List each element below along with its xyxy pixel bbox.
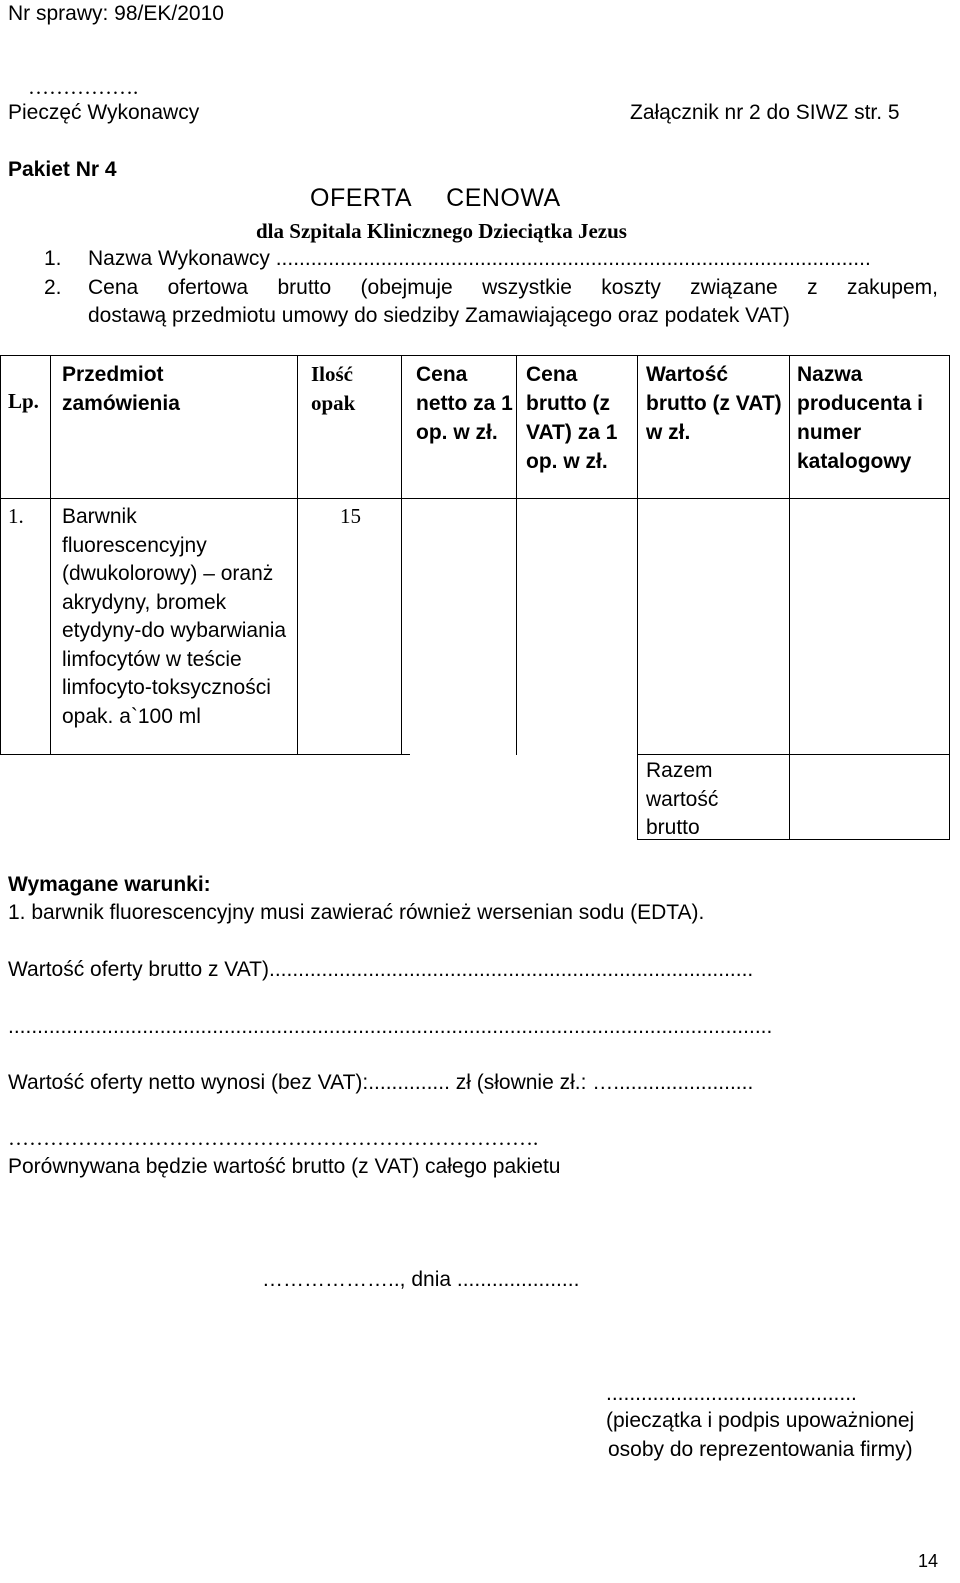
signature-line-2: osoby do reprezentowania firmy)	[608, 1438, 913, 1461]
page-subtitle: dla Szpitala Klinicznego Dzieciątka Jezus	[256, 219, 627, 243]
offer-net-line: Wartość oferty netto wynosi (bez VAT):.............. zł (słownie zł.: …........................	[8, 1071, 754, 1094]
header-gross-value: Wartość brutto (z VAT) w zł.	[646, 363, 782, 444]
package-label: Pakiet Nr 4	[8, 158, 117, 181]
signature-line-1: (pieczątka i podpis upoważnionej	[606, 1409, 915, 1432]
comparison-note: Porównywana będzie wartość brutto (z VAT) całego pakietu	[8, 1155, 561, 1178]
condition-item-1: 1. barwnik fluorescencyjny musi zawierać również wersenian sodu (EDTA).	[8, 901, 705, 924]
header-subject: Przedmiot zamówienia	[62, 363, 180, 415]
attachment-label: Załącznik nr 2 do SIWZ str. 5	[630, 101, 900, 124]
header-producer: Nazwa producenta i numer katalogowy	[797, 363, 924, 473]
page-title: OFERTA CENOWA	[310, 184, 561, 212]
page-number: 14	[917, 1551, 938, 1571]
offer-dots-line-2: ………………………………………………………………….	[8, 1126, 539, 1150]
header-gross-price: Cena brutto (z VAT) za 1 op. w zł.	[526, 363, 618, 473]
row-subject: Barwnik fluorescencyjny (dwukolorowy) – oranż akrydyny, bromek etydyny-do wybarwiania limfocytów w teście limfocyto-toksyczności opak. a`100 ml	[62, 505, 287, 728]
item-2-text-line2: dostawą przedmiotu umowy do siedziby Zamawiającego oraz podatek VAT)	[88, 304, 790, 327]
header-quantity: Ilość opak	[311, 362, 356, 415]
header-lp: Lp.	[8, 389, 39, 413]
item-2-text-line1: Cena ofertowa brutto (obejmuje wszystkie koszty związane z zakupem,	[88, 276, 938, 299]
stamp-label: Pieczęć Wykonawcy	[8, 101, 200, 124]
row-quantity: 15	[340, 504, 361, 528]
stamp-dots: …………….	[28, 75, 139, 99]
offer-dots-line: ...................................................................................................................................	[8, 1015, 773, 1038]
place-date: ……………….., dnia .....................	[262, 1268, 580, 1291]
conditions-heading: Wymagane warunki:	[8, 873, 211, 896]
offer-gross-line: Wartość oferty brutto z VAT)...................................................................................	[8, 958, 754, 981]
header-net-price: Cena netto za 1 op. w zł.	[416, 363, 513, 444]
item-2-number: 2.	[44, 276, 62, 299]
signature-dots: ...........................................	[606, 1382, 857, 1405]
case-number: Nr sprawy: 98/EK/2010	[8, 2, 224, 25]
item-1-number: 1.	[44, 247, 62, 270]
total-label: Razem wartość brutto	[646, 759, 719, 839]
row-lp: 1.	[8, 504, 24, 528]
item-1-text: Nazwa Wykonawcy ......................................................................................................	[88, 247, 871, 270]
